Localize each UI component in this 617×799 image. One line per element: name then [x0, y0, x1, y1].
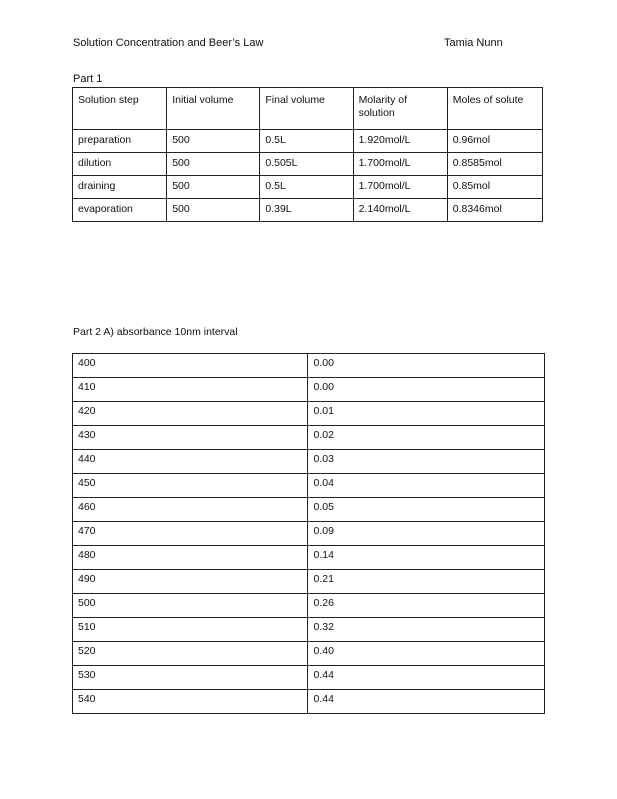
wavelength-cell: 520 — [73, 642, 308, 666]
table-row — [73, 354, 545, 378]
table-cell: preparation — [73, 130, 167, 153]
table-cell: 1.700mol/L — [353, 153, 447, 176]
table-row — [73, 690, 545, 714]
document-title: Solution Concentration and Beer’s Law — [73, 37, 264, 49]
absorbance-cell: 0.02 — [308, 426, 545, 450]
absorbance-cell: 0.09 — [308, 522, 545, 546]
part2-absorbance-table — [72, 353, 545, 714]
table-row — [73, 594, 545, 618]
table-row — [73, 642, 545, 666]
absorbance-cell: 0.21 — [308, 570, 545, 594]
absorbance-cell: 0.44 — [308, 690, 545, 714]
wavelength-cell: 410 — [73, 378, 308, 402]
table-row — [73, 450, 545, 474]
table-cell: 0.505L — [260, 153, 353, 176]
wavelength-cell: 420 — [73, 402, 308, 426]
absorbance-cell: 0.32 — [308, 618, 545, 642]
table-row — [73, 153, 543, 176]
table-cell: 0.8585mol — [447, 153, 542, 176]
table-cell: 1.920mol/L — [353, 130, 447, 153]
table-row — [73, 546, 545, 570]
table-row — [73, 176, 543, 199]
table-row — [73, 130, 543, 153]
table-row — [73, 666, 545, 690]
wavelength-cell: 490 — [73, 570, 308, 594]
table-cell: 0.85mol — [447, 176, 542, 199]
table-cell: 1.700mol/L — [353, 176, 447, 199]
column-header-molarity: Molarity of solution — [353, 88, 447, 130]
table-row — [73, 498, 545, 522]
table-cell: 500 — [167, 153, 260, 176]
part1-heading: Part 1 — [73, 73, 103, 85]
absorbance-cell: 0.05 — [308, 498, 545, 522]
absorbance-cell: 0.03 — [308, 450, 545, 474]
absorbance-cell: 0.04 — [308, 474, 545, 498]
table-cell: 500 — [167, 199, 260, 222]
table-cell: evaporation — [73, 199, 167, 222]
wavelength-cell: 500 — [73, 594, 308, 618]
wavelength-cell: 450 — [73, 474, 308, 498]
author-name: Tamia Nunn — [444, 37, 503, 49]
wavelength-cell: 470 — [73, 522, 308, 546]
table-cell: dilution — [73, 153, 167, 176]
table-row — [73, 570, 545, 594]
table-cell: 0.96mol — [447, 130, 542, 153]
table-cell: 500 — [167, 176, 260, 199]
table-row — [73, 522, 545, 546]
table-cell: 0.39L — [260, 199, 353, 222]
table-row — [73, 199, 543, 222]
absorbance-cell: 0.00 — [308, 354, 545, 378]
wavelength-cell: 440 — [73, 450, 308, 474]
table-cell: 0.8346mol — [447, 199, 542, 222]
wavelength-cell: 460 — [73, 498, 308, 522]
wavelength-cell: 430 — [73, 426, 308, 450]
table-cell: 2.140mol/L — [353, 199, 447, 222]
table-cell: 500 — [167, 130, 260, 153]
table-cell: 0.5L — [260, 176, 353, 199]
wavelength-cell: 530 — [73, 666, 308, 690]
table-row — [73, 402, 545, 426]
wavelength-cell: 480 — [73, 546, 308, 570]
table-cell: 0.5L — [260, 130, 353, 153]
wavelength-cell: 540 — [73, 690, 308, 714]
table-row — [73, 474, 545, 498]
absorbance-cell: 0.14 — [308, 546, 545, 570]
column-header-solution-step: Solution step — [73, 88, 167, 130]
table-cell: draining — [73, 176, 167, 199]
absorbance-cell: 0.00 — [308, 378, 545, 402]
absorbance-cell: 0.40 — [308, 642, 545, 666]
absorbance-cell: 0.26 — [308, 594, 545, 618]
absorbance-cell: 0.01 — [308, 402, 545, 426]
column-header-moles: Moles of solute — [447, 88, 542, 130]
wavelength-cell: 400 — [73, 354, 308, 378]
table-row — [73, 618, 545, 642]
table-header-row — [73, 88, 543, 130]
table-row — [73, 378, 545, 402]
table-row — [73, 426, 545, 450]
part2-heading: Part 2 A) absorbance 10nm interval — [73, 326, 238, 338]
wavelength-cell: 510 — [73, 618, 308, 642]
column-header-initial-volume: Initial volume — [167, 88, 260, 130]
part1-table — [72, 87, 543, 222]
column-header-final-volume: Final volume — [260, 88, 353, 130]
absorbance-cell: 0.44 — [308, 666, 545, 690]
